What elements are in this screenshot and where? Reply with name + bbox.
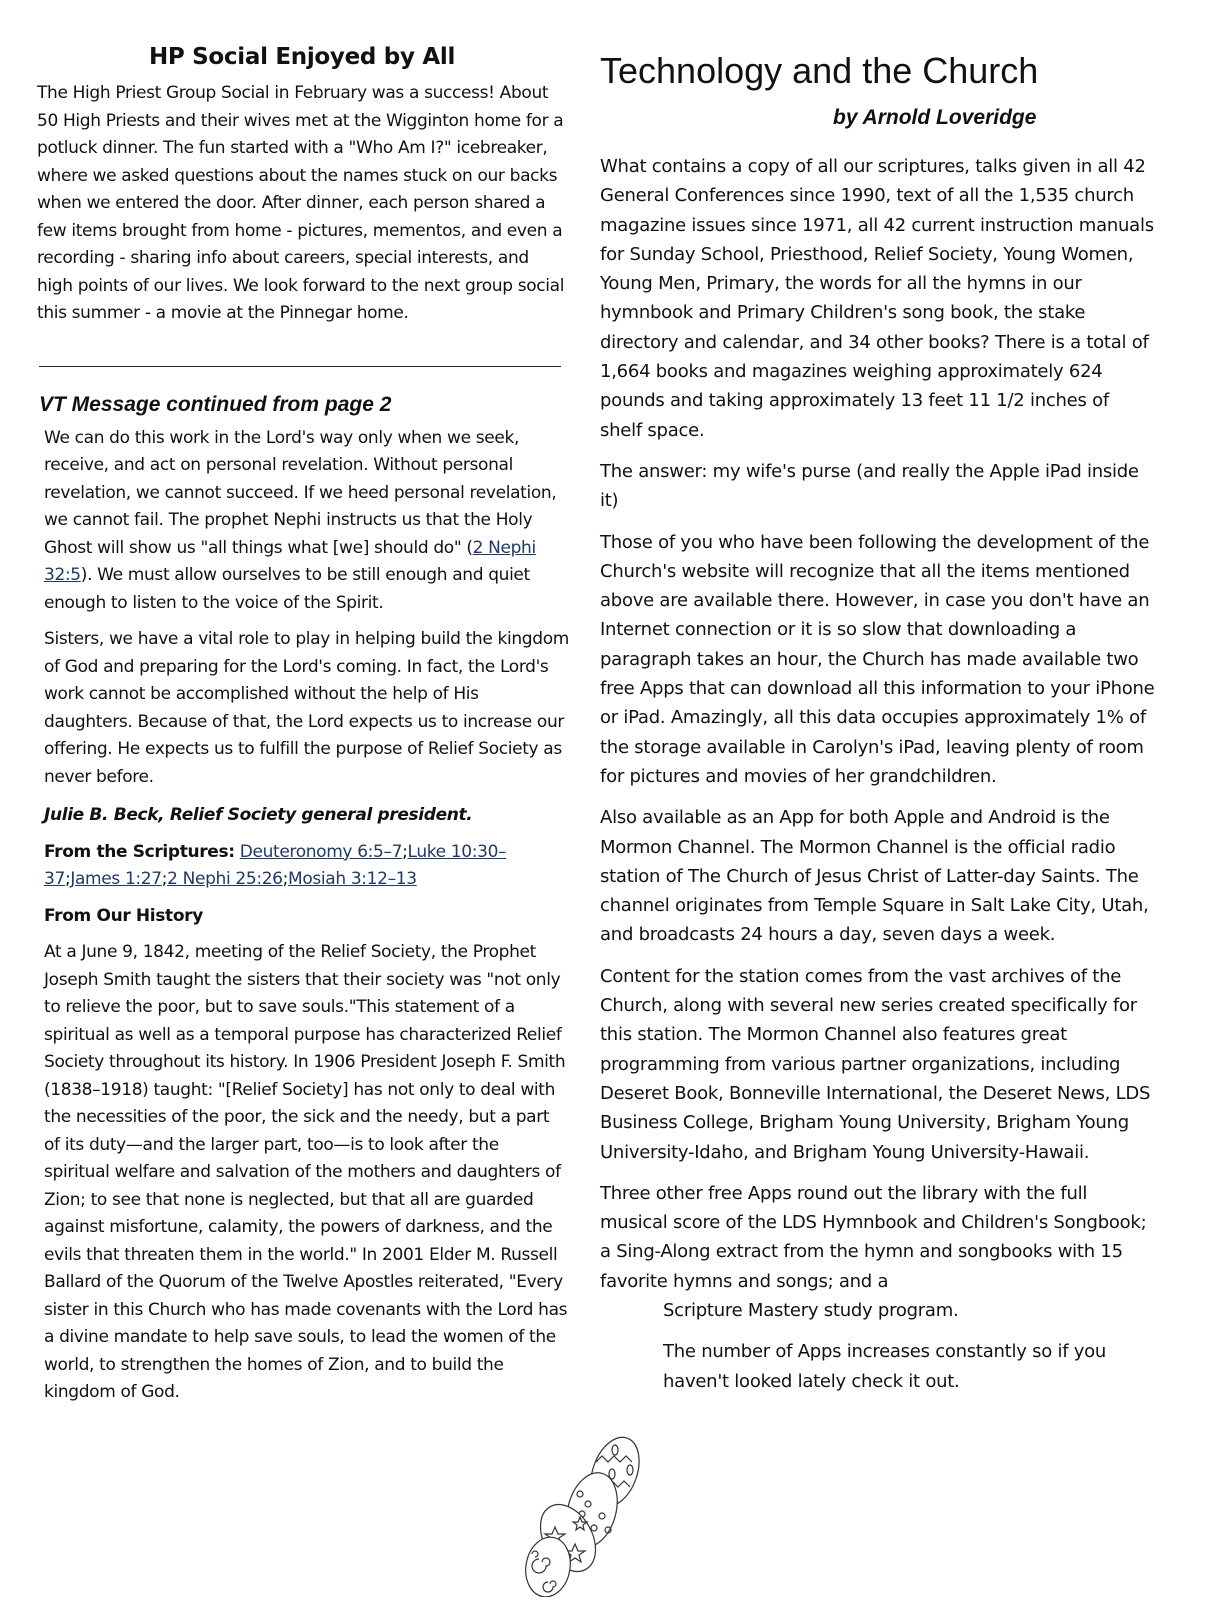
scripture-link[interactable]: James 1:27 <box>70 869 162 889</box>
left-column <box>37 44 567 1407</box>
scriptures-line: From the Scriptures: Deuteronomy 6:5–7;Luke 10:30–37;James 1:27;2 Nephi 25:26;Mosiah 3:12–13 <box>44 841 507 889</box>
technology-title: Technology and the Church <box>600 50 1039 91</box>
tech-indented-line: Scripture Mastery study program. <box>663 1299 959 1321</box>
history-body: At a June 9, 1842, meeting of the Relief Society, the Prophet Joseph Smith taught the sisters that their society was "not only to relieve the poor, but to save souls."This statement of a spiritual as well as a temporal purpose has characterized Relief Society throughout its history. In 1906 President Joseph F. Smith (1838–1918) taught: "[Relief Society] has not only to deal with the necessities of the poor, the sick and the needy, but a part of its duty—and the larger part, too—is to look after the spiritual welfare and salvation of the mothers and daughters of Zion; to see that none is neglected, but that all are guarded against misfortune, calamity, the powers of darkness, and the evils that threaten them in the world." In 2001 Elder M. Russell Ballard of the Quorum of the Twelve Apostles reiterated, "Every sister in this Church who has made covenants with the Lord has a divine mandate to help save souls, to lead the women of the world, to strengthen the homes of Zion, and to build the kingdom of God. <box>44 942 568 1402</box>
scriptures-label: From the Scriptures: <box>44 841 235 862</box>
tech-paragraph: Those of you who have been following the development of the Church's website will recognize that all the items mentioned above are available there. However, in case you don't have an Internet connection or it is so slow that downloading a paragraph takes an hour, the Church has made available two free Apps that can download all this information to your iPhone or iPad. Amazingly, all this data occupies approximately 1% of the storage available in Carolyn's iPad, leaving plenty of room for pictures and movies of her grandchildren. <box>600 531 1155 787</box>
tech-paragraph: What contains a copy of all our scriptures, talks given in all 42 General Conferences since 1990, text of all the 1,535 church magazine issues since 1971, all 42 current instruction manuals for Sunday School, Priesthood, Relief Society, Young Women, Young Men, Primary, the words for all the hymns in our hymnbook and Primary Children's song book, the stake directory and calendar, and 34 other books? There is a total of 1,664 books and magazines weighing approximately 624 pounds and taking approximately 13 feet 11 1/2 inches of shelf space. <box>600 156 1154 441</box>
hp-social-title: HP Social Enjoyed by All <box>148 44 456 70</box>
signature: Julie B. Beck, Relief Society general president. <box>44 805 473 825</box>
vt-message-article <box>37 393 567 1407</box>
tech-paragraph: Three other free Apps round out the library with the full musical score of the LDS Hymnbook and Children's Songbook; a Sing-Along extract from the hymn and songbooks with 15 favorite hymns and songs; and a <box>600 1182 1147 1292</box>
right-column <box>600 44 1155 1396</box>
scripture-link[interactable]: Luke 10:30–37 <box>44 841 507 889</box>
tech-paragraph: Content for the station comes from the vast archives of the Church, along with several new series created specifically for this station. The Mormon Channel also features great programming from various partner organizations, including Deseret Book, Bonneville International, the Deseret News, LDS Business College, Brigham Young University, Brigham Young University-Idaho, and Brigham Young University-Hawaii. <box>600 965 1151 1163</box>
section-divider <box>39 366 561 367</box>
tech-paragraph: The answer: my wife's purse (and really the Apple iPad inside it) <box>600 460 1139 512</box>
vt-message-title: VT Message continued from page 2 <box>39 392 392 416</box>
scripture-link[interactable]: 2 Nephi 25:26 <box>167 869 283 889</box>
vt-paragraph-1 <box>44 425 572 618</box>
hp-social-article <box>37 44 567 328</box>
vt-paragraph-2: Sisters, we have a vital role to play in helping build the kingdom of God and preparing for the Lord's coming. In fact, the Lord's work cannot be accomplished without the help of His daughters. Because of that, the Lord expects us to increase our offering. He expects us to fulfill the purpose of Relief Society as never before. <box>44 629 569 787</box>
tech-closing: The number of Apps increases constantly so if you haven't looked lately check it out. <box>663 1341 1107 1392</box>
vt-paragraph-1-text: We can do this work in the Lord's way only when we seek, receive, and act on personal revelation. Without personal revelation, we cannot succeed. If we heed personal revelation, we cannot fail. The prophet Nephi instructs us that the Holy Ghost will show us "all things what [we] should do" ( <box>44 427 557 558</box>
tech-paragraph: Also available as an App for both Apple and Android is the Mormon Channel. The Mormon Channel is the official radio station of The Church of Jesus Christ of Latter-day Saints. The channel originates from Temple Square in Salt Lake City, Utah, and broadcasts 24 hours a day, seven days a week. <box>600 807 1149 946</box>
vt-paragraph-1-text-end: ). We must allow ourselves to be still enough and quiet enough to listen to the voice of the Spirit. <box>44 565 530 613</box>
easter-eggs-icon <box>520 1432 642 1597</box>
history-label: From Our History <box>44 905 203 926</box>
scripture-link-2-nephi-32-5[interactable]: 2 Nephi 32:5 <box>44 537 536 585</box>
hp-social-body: The High Priest Group Social in February was a success! About 50 High Priests and their wives met at the Wigginton home for a potluck dinner. The fun started with a "Who Am I?" icebreaker, where we asked questions about the names stuck on our backs when we entered the door. After dinner, each person shared a few items brought from home - pictures, mementos, and even a recording - sharing info about careers, special interests, and high points of our lives. We look forward to the next group social this summer - a movie at the Pinnegar home. <box>37 83 565 323</box>
byline: by Arnold Loveridge <box>833 106 1037 129</box>
technology-article <box>600 50 1155 1396</box>
scripture-link[interactable]: Deuteronomy 6:5–7 <box>239 841 403 862</box>
scripture-link[interactable]: Mosiah 3:12–13 <box>288 869 417 889</box>
